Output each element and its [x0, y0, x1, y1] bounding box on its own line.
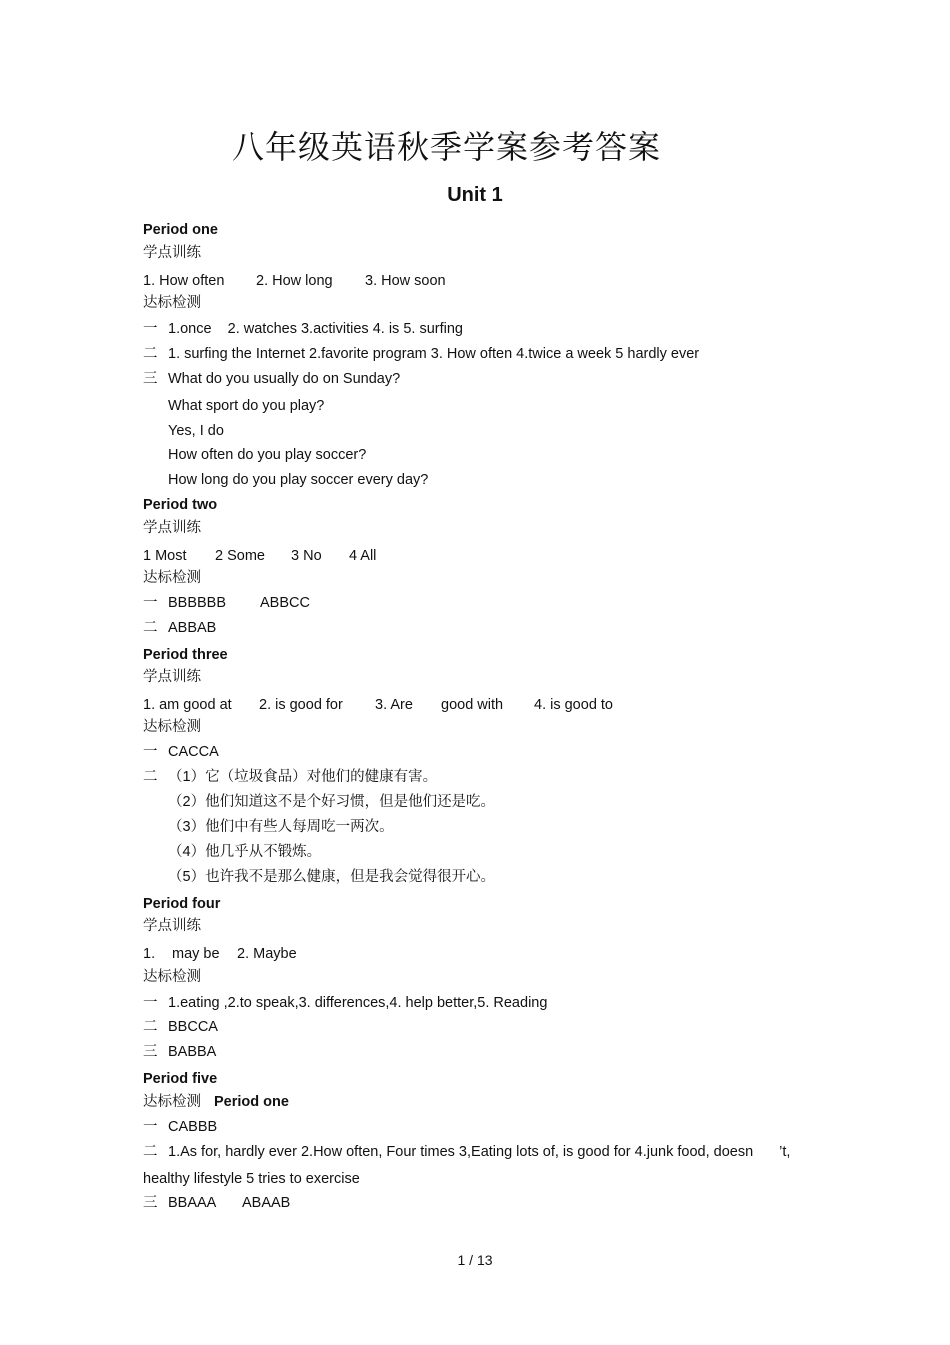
answer-text: CABBB	[168, 1119, 218, 1135]
answer-line	[143, 1118, 217, 1136]
test-label: 达标检测	[143, 295, 201, 311]
answer-line	[143, 320, 463, 338]
section-marker: 三	[143, 1195, 158, 1211]
answer-line: healthy lifestyle 5 tries to exercise	[143, 1171, 360, 1187]
answer-line: （2）他们知道这不是个好习惯，但是他们还是吃。	[168, 794, 496, 810]
answer-item: 4. is good to	[534, 697, 613, 713]
section-marker: 一	[143, 321, 158, 337]
answer-item: BBBBBB	[168, 595, 227, 611]
section-marker: 一	[143, 995, 158, 1011]
answer-text: 1.As for, hardly ever 2.How often, Four times 3,Eating lots of, is good for 4.junk food, doesn	[168, 1144, 754, 1160]
answer-line	[143, 1043, 216, 1061]
unit-heading: Unit 1	[447, 184, 503, 206]
period-five-heading: Period five	[143, 1071, 218, 1087]
section-marker: 二	[143, 620, 158, 636]
answer-line	[143, 1194, 290, 1212]
answer-line	[143, 1018, 218, 1036]
answer-text: 1. surfing the Internet 2.favorite program 3. How often 4.twice a week 5 hardly ever	[168, 346, 700, 362]
period-subheading: Period one	[214, 1094, 289, 1110]
answer-item: 1.	[143, 946, 156, 962]
answer-item: 2. How long	[256, 273, 333, 289]
section-marker: 三	[143, 371, 158, 387]
study-label: 学点训练	[143, 245, 201, 261]
answer-line: How long do you play soccer every day?	[168, 472, 429, 488]
section-marker: 二	[143, 346, 158, 362]
answer-line	[143, 594, 310, 612]
test-label: 达标检测	[143, 1094, 201, 1110]
answer-line	[143, 272, 446, 290]
answer-text: What do you usually do on Sunday?	[168, 371, 401, 387]
answer-item: BBAAA	[168, 1195, 217, 1211]
answer-line	[143, 768, 437, 786]
test-label: 达标检测	[143, 719, 201, 735]
answer-item: 1 Most	[143, 548, 187, 564]
answer-item: 3 No	[291, 548, 322, 564]
answer-text: CACCA	[168, 744, 219, 760]
page-number: 1 / 13	[457, 1252, 493, 1268]
answer-item: 2. Maybe	[237, 946, 297, 962]
answer-line: How often do you play soccer?	[168, 447, 367, 463]
period-four-heading: Period four	[143, 896, 221, 912]
answer-item: ABAAB	[242, 1195, 291, 1211]
answer-text: ’t,	[779, 1144, 791, 1160]
answer-text: （1）它（垃圾食品）对他们的健康有害。	[168, 769, 438, 785]
section-marker: 三	[143, 1044, 158, 1060]
test-label: 达标检测	[143, 969, 201, 985]
answer-item: 2. is good for	[259, 697, 343, 713]
answer-line: Yes, I do	[168, 423, 224, 439]
answer-text: 1.eating ,2.to speak,3. differences,4. help better,5. Reading	[168, 995, 548, 1011]
period-two-heading: Period two	[143, 497, 218, 513]
answer-line	[143, 547, 376, 565]
study-label: 学点训练	[143, 520, 201, 536]
answer-text: BABBA	[168, 1044, 217, 1060]
study-label: 学点训练	[143, 918, 201, 934]
answer-line	[143, 743, 219, 761]
answer-line	[143, 345, 699, 363]
answer-item: 2 Some	[215, 548, 265, 564]
test-label-row	[143, 1093, 289, 1111]
document-title: 八年级英语秋季学案参考答案	[232, 128, 662, 166]
answer-item: 3. How soon	[365, 273, 446, 289]
answer-line: （4）他几乎从不锻炼。	[168, 844, 322, 860]
answer-item: good with	[441, 697, 504, 713]
answer-text: ABBAB	[168, 620, 217, 636]
section-marker: 一	[143, 1119, 158, 1135]
answer-item: 1. am good at	[143, 697, 232, 713]
answer-line: What sport do you play?	[168, 398, 325, 414]
answer-line: （3）他们中有些人每周吃一两次。	[168, 819, 394, 835]
answer-text: BBCCA	[168, 1019, 218, 1035]
study-label: 学点训练	[143, 669, 201, 685]
section-marker: 一	[143, 744, 158, 760]
test-label: 达标检测	[143, 570, 201, 586]
period-one-heading: Period one	[143, 222, 218, 238]
period-three-heading: Period three	[143, 647, 228, 663]
answer-line	[143, 619, 216, 637]
section-marker: 一	[143, 595, 158, 611]
answer-item: may be	[172, 946, 220, 962]
answer-item: ABBCC	[260, 595, 310, 611]
answer-line	[143, 945, 297, 963]
answer-item: 3. Are	[375, 697, 413, 713]
answer-line	[143, 696, 613, 714]
answer-line	[143, 994, 547, 1012]
section-marker: 二	[143, 1144, 158, 1160]
section-marker: 二	[143, 1019, 158, 1035]
answer-line	[143, 370, 400, 388]
section-marker: 二	[143, 769, 158, 785]
answer-text: 1.once 2. watches 3.activities 4. is 5. surfing	[168, 321, 463, 337]
answer-item: 4 All	[349, 548, 377, 564]
answer-line: （5）也许我不是那么健康，但是我会觉得很开心。	[168, 869, 496, 885]
answer-item: 1. How often	[143, 273, 225, 289]
answer-line	[143, 1143, 790, 1161]
